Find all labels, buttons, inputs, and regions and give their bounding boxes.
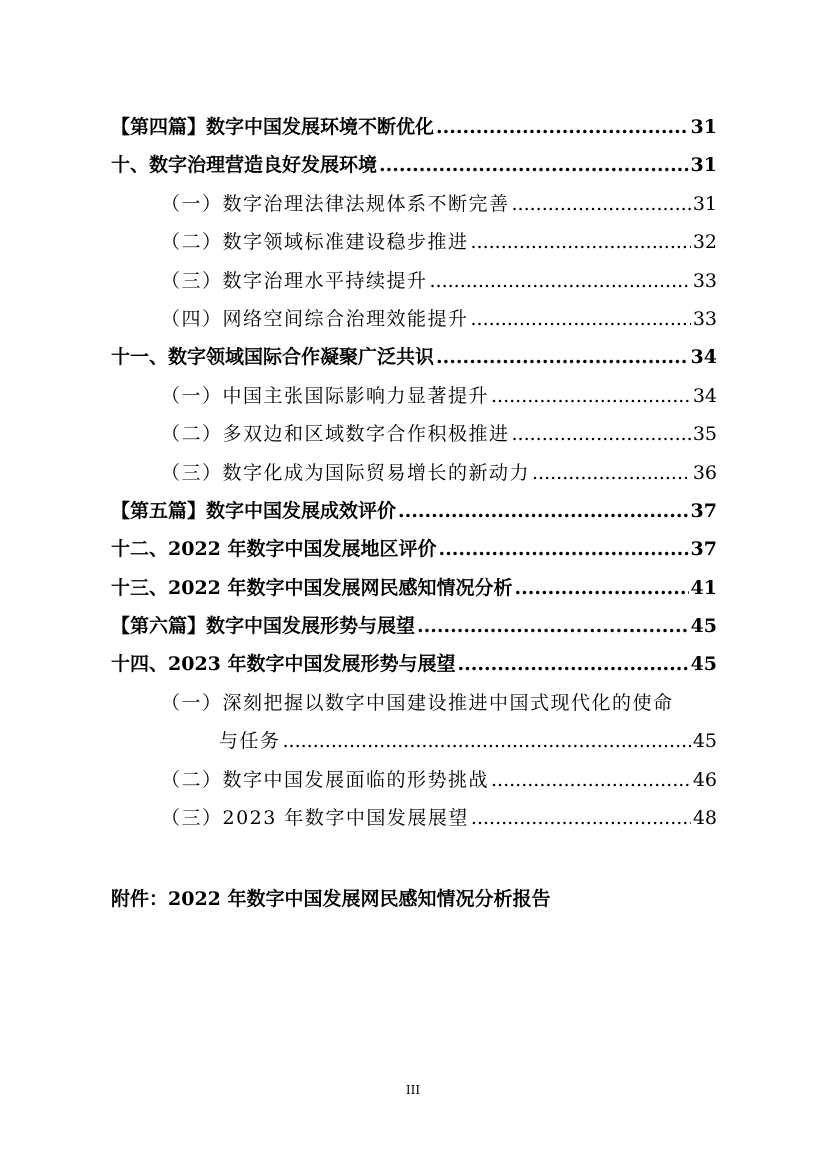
toc-page-number: 45 <box>690 653 717 676</box>
toc-entry-label: 与任务 <box>219 730 281 753</box>
toc-entry-label: 十四、2023 年数字中国发展形势与展望 <box>111 653 456 676</box>
toc-page-number: 37 <box>690 538 717 561</box>
toc-leader-dots <box>430 262 691 300</box>
toc-leader-dots <box>439 530 689 568</box>
table-of-contents <box>111 108 717 837</box>
toc-page-number: 34 <box>692 384 717 407</box>
toc-leader-dots <box>398 492 689 530</box>
toc-entry[interactable] <box>111 377 717 415</box>
toc-page-number: 31 <box>692 192 717 215</box>
toc-page-number: 32 <box>692 231 717 254</box>
toc-leader-dots <box>491 761 691 799</box>
toc-entry[interactable] <box>111 223 717 261</box>
toc-entry[interactable] <box>111 262 717 300</box>
toc-entry[interactable] <box>111 645 717 683</box>
toc-leader-dots <box>491 377 691 415</box>
toc-page-number: 34 <box>690 346 717 369</box>
toc-entry[interactable] <box>111 607 717 645</box>
toc-leader-dots <box>515 569 689 607</box>
toc-entry[interactable] <box>111 454 717 492</box>
toc-page-number: 36 <box>692 461 717 484</box>
toc-entry-label: （三）数字化成为国际贸易增长的新动力 <box>161 461 531 484</box>
toc-entry[interactable] <box>111 530 717 568</box>
toc-page-number: 37 <box>690 499 717 522</box>
toc-entry-line2[interactable] <box>111 722 717 760</box>
toc-leader-dots <box>379 146 689 184</box>
toc-entry-label: 十一、数字领域国际合作凝聚广泛共识 <box>111 346 435 369</box>
toc-leader-dots <box>458 645 689 683</box>
toc-entry-line1[interactable] <box>111 684 717 722</box>
toc-page-number: 46 <box>692 768 717 791</box>
toc-leader-dots <box>471 300 691 338</box>
toc-entry-label: （一）中国主张国际影响力显著提升 <box>161 384 490 407</box>
toc-entry-label: （三）2023 年数字中国发展展望 <box>161 807 469 830</box>
toc-page-number: 31 <box>690 154 717 177</box>
toc-entry[interactable] <box>111 415 717 453</box>
toc-page-number: 45 <box>690 615 717 638</box>
toc-page-number: 33 <box>692 307 717 330</box>
toc-entry-label: （三）数字治理水平持续提升 <box>161 269 428 292</box>
toc-entry[interactable] <box>111 492 717 530</box>
toc-page-number: 31 <box>690 116 717 138</box>
toc-entry-label: （一）深刻把握以数字中国建设推进中国式现代化的使命 <box>161 691 674 714</box>
toc-entry-label: 【第四篇】数字中国发展环境不断优化 <box>111 116 435 138</box>
toc-page-number: 48 <box>692 807 717 830</box>
toc-leader-dots <box>471 223 691 261</box>
toc-leader-dots <box>417 607 689 645</box>
toc-entry-label: （二）多双边和区域数字合作积极推进 <box>161 423 510 446</box>
toc-page-number: 33 <box>692 269 717 292</box>
toc-leader-dots <box>283 722 691 760</box>
toc-entry-label: 【第五篇】数字中国发展成效评价 <box>111 499 397 522</box>
toc-entry-label: （四）网络空间综合治理效能提升 <box>161 307 469 330</box>
toc-entry[interactable] <box>111 799 717 837</box>
toc-entry-label: （二）数字中国发展面临的形势挑战 <box>161 768 490 791</box>
toc-leader-dots <box>471 799 691 837</box>
toc-page-number: 45 <box>692 730 717 753</box>
toc-entry[interactable] <box>111 569 717 607</box>
toc-entry-label: （一）数字治理法律法规体系不断完善 <box>161 192 510 215</box>
toc-entry-label: 十、数字治理营造良好发展环境 <box>111 154 378 177</box>
page-number-footer: III <box>405 1083 421 1097</box>
toc-leader-dots <box>512 415 691 453</box>
toc-entry[interactable] <box>111 300 717 338</box>
toc-entry[interactable] <box>111 761 717 799</box>
toc-page-number: 41 <box>690 576 717 599</box>
toc-page-number: 35 <box>692 423 717 446</box>
attachment-heading[interactable]: 附件：2022 年数字中国发展网民感知情况分析报告 <box>111 888 551 910</box>
toc-entry-label: 十三、2022 年数字中国发展网民感知情况分析 <box>111 576 513 599</box>
toc-entry[interactable] <box>111 338 717 376</box>
toc-leader-dots <box>436 338 689 376</box>
toc-entry[interactable] <box>111 185 717 223</box>
toc-entry[interactable] <box>111 146 717 184</box>
toc-entry[interactable] <box>111 108 717 146</box>
toc-leader-dots <box>512 185 691 223</box>
toc-entry-label: 十二、2022 年数字中国发展地区评价 <box>111 538 437 561</box>
toc-leader-dots <box>436 108 689 146</box>
toc-entry-label: 【第六篇】数字中国发展形势与展望 <box>111 615 416 638</box>
toc-entry-label: （二）数字领域标准建设稳步推进 <box>161 231 469 254</box>
toc-leader-dots <box>532 454 691 492</box>
